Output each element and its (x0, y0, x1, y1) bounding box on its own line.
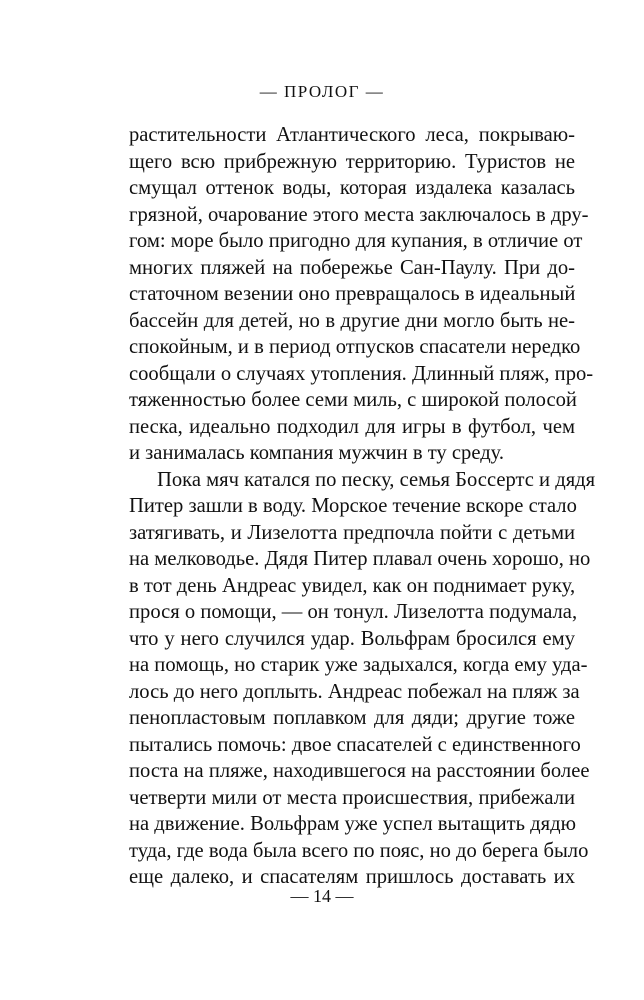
text-line: пенопластовым поплавком для дяди; другие тоже (129, 707, 575, 729)
text-line: песка, идеально подходил для игры в футбол, чем (129, 415, 575, 438)
body-text (129, 122, 596, 891)
text-line: спокойным, и в период отпусков спасатели нередко (129, 336, 581, 358)
text-line: бассейн для детей, но в другие дни могло быть не- (129, 309, 575, 332)
text-line: гом: море было пригодно для купания, в отличие от (129, 230, 583, 252)
text-line: лось до него доплыть. Андреас побежал на пляж за (129, 680, 580, 703)
paragraph-first-line: Пока мяч катался по песку, семья Боссертс и дядя (157, 468, 596, 491)
text-line: что у него случился удар. Вольфрам бросился ему (129, 627, 575, 650)
text-line: на помощь, но старик уже задыхался, когда ему уда- (129, 654, 588, 676)
text-line: пытались помочь: двое спасателей с единственного (129, 733, 581, 756)
text-line: грязной, очарование этого места заключалось в дру- (129, 203, 589, 226)
text-line: четверти мили от места происшествия, прибежали (129, 786, 575, 809)
text-line: многих пляжей на побережье Сан-Паулу. При до- (129, 256, 575, 279)
text-line: еще далеко, и спасателям пришлось доставать их (129, 866, 575, 888)
text-line: статочном везении оно превращалось в идеальный (129, 283, 576, 305)
page-number: — 14 — (290, 886, 354, 906)
text-line: Питер зашли в воду. Морское течение вскоре стало (129, 495, 577, 517)
paragraph-last-line: и занималась компания мужчин в ту среду. (129, 442, 505, 464)
text-line: затягивать, и Лизелотта предпочла пойти с детьми (129, 521, 575, 544)
text-line: туда, где вода была всего по пояс, но до берега было (129, 839, 589, 862)
text-line: смущал оттенок воды, которая издалека казалась (129, 177, 575, 199)
text-line: в тот день Андреас увидел, как он поднимает руку, (129, 574, 576, 597)
text-line: щего всю прибрежную территорию. Туристов не (129, 150, 575, 173)
text-line: тяженностью более семи миль, с широкой полосой (129, 389, 577, 411)
text-line: сообщали о случаях утопления. Длинный пляж, про- (129, 362, 594, 385)
text-line: на мелководье. Дядя Питер плавал очень хорошо, но (129, 548, 591, 570)
text-line: растительности Атлантического леса, покрываю- (129, 124, 575, 146)
text-line: прося о помощи, — он тонул. Лизелотта подумала, (129, 601, 578, 623)
text-line: поста на пляже, находившегося на расстоянии более (129, 760, 590, 782)
running-head: — ПРОЛОГ — (259, 82, 385, 101)
text-line: на движение. Вольфрам уже успел вытащить дядю (129, 813, 576, 835)
